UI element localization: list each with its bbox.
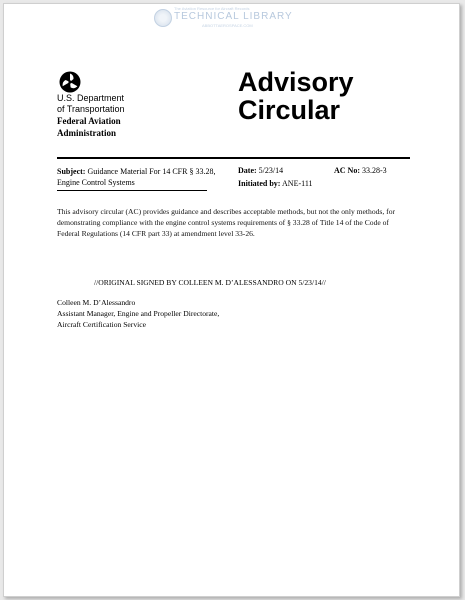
initiated-by-value: ANE-111 <box>280 179 313 188</box>
watermark-url: ABBOTTAEROSPACE.COM <box>202 23 253 28</box>
signer-title-line1: Assistant Manager, Engine and Propeller Directorate, <box>57 309 220 318</box>
subject-block <box>57 166 237 188</box>
ac-number-label: AC No: <box>334 166 360 175</box>
initiated-by-field <box>238 179 313 188</box>
technical-library-watermark <box>154 6 294 30</box>
dept-name-line1: U.S. Department <box>57 93 125 103</box>
document-page <box>3 3 460 597</box>
subject-underline <box>57 190 207 191</box>
watermark-title: TECHNICAL LIBRARY <box>174 11 293 22</box>
library-logo-icon <box>154 9 172 27</box>
signer-title-line2: Aircraft Certification Service <box>57 320 146 329</box>
dot-triskelion-logo-icon <box>59 71 81 93</box>
initiated-by-label: Initiated by: <box>238 179 281 188</box>
faa-name-line2: Administration <box>57 128 117 138</box>
faa-name-line1: Federal Aviation <box>57 116 121 126</box>
date-field <box>238 166 283 175</box>
subject-value: Guidance Material For 14 CFR § 33.28, Engine Control Systems <box>57 167 216 187</box>
ac-number-field <box>334 166 387 175</box>
purpose-paragraph: This advisory circular (AC) provides guidance and describes acceptable methods, but not the only methods, for demonstrating compliance with the engine control systems requirements of § 33.28 of Title 14 of the Code of Federal Regulations (14 CFR part 33) at amendment level 33-26. <box>57 207 396 238</box>
title-line1: Advisory <box>238 67 354 97</box>
dept-name-line2: of Transportation <box>57 104 125 114</box>
signer-name: Colleen M. D’Alessandro <box>57 298 136 307</box>
signature-statement: //ORIGINAL SIGNED BY COLLEEN M. D’ALESSANDRO ON 5/23/14// <box>94 278 326 287</box>
date-label: Date: <box>238 166 257 175</box>
header-divider <box>57 157 410 159</box>
subject-label: Subject: <box>57 167 86 176</box>
title-line2: Circular <box>238 95 341 125</box>
date-value: 5/23/14 <box>256 166 284 175</box>
advisory-circular-title <box>238 68 354 124</box>
watermark-top-text: The Aviation Resource for Aircraft Records <box>174 6 250 11</box>
ac-number-value: 33.28-3 <box>360 166 387 175</box>
